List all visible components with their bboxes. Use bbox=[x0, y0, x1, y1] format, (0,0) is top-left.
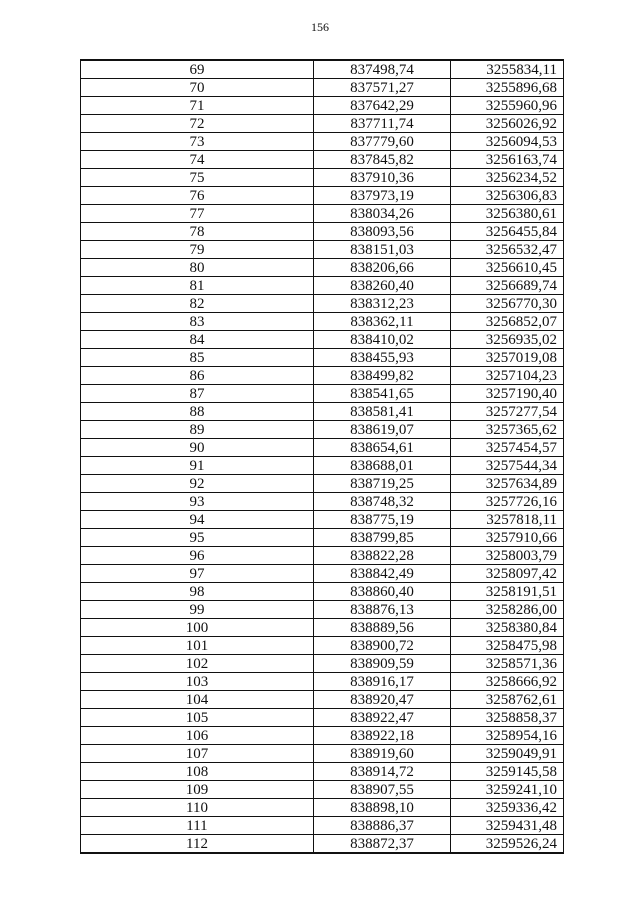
point-number-cell: 108 bbox=[81, 763, 314, 781]
y-coordinate-cell: 3257365,62 bbox=[451, 421, 564, 439]
table-row bbox=[81, 655, 564, 673]
x-coordinate-cell: 838260,40 bbox=[314, 277, 451, 295]
table-row bbox=[81, 691, 564, 709]
y-coordinate-cell: 3258858,37 bbox=[451, 709, 564, 727]
y-coordinate-cell: 3256610,45 bbox=[451, 259, 564, 277]
y-coordinate-cell: 3256689,74 bbox=[451, 277, 564, 295]
point-number-cell: 111 bbox=[81, 817, 314, 835]
y-coordinate-cell: 3256306,83 bbox=[451, 187, 564, 205]
table-row bbox=[81, 259, 564, 277]
point-number-cell: 77 bbox=[81, 205, 314, 223]
x-coordinate-cell: 838889,56 bbox=[314, 619, 451, 637]
table-row bbox=[81, 205, 564, 223]
table-row bbox=[81, 349, 564, 367]
x-coordinate-cell: 838455,93 bbox=[314, 349, 451, 367]
coordinates-table bbox=[80, 59, 564, 854]
x-coordinate-cell: 838541,65 bbox=[314, 385, 451, 403]
point-number-cell: 97 bbox=[81, 565, 314, 583]
table-row bbox=[81, 385, 564, 403]
table-row bbox=[81, 565, 564, 583]
table-row bbox=[81, 781, 564, 799]
point-number-cell: 103 bbox=[81, 673, 314, 691]
y-coordinate-cell: 3256935,02 bbox=[451, 331, 564, 349]
x-coordinate-cell: 838799,85 bbox=[314, 529, 451, 547]
y-coordinate-cell: 3255834,11 bbox=[451, 60, 564, 79]
x-coordinate-cell: 838898,10 bbox=[314, 799, 451, 817]
table-row bbox=[81, 457, 564, 475]
x-coordinate-cell: 838922,47 bbox=[314, 709, 451, 727]
x-coordinate-cell: 838860,40 bbox=[314, 583, 451, 601]
table-row bbox=[81, 169, 564, 187]
x-coordinate-cell: 838907,55 bbox=[314, 781, 451, 799]
point-number-cell: 79 bbox=[81, 241, 314, 259]
point-number-cell: 95 bbox=[81, 529, 314, 547]
x-coordinate-cell: 837711,74 bbox=[314, 115, 451, 133]
table-row bbox=[81, 151, 564, 169]
y-coordinate-cell: 3259145,58 bbox=[451, 763, 564, 781]
x-coordinate-cell: 838362,11 bbox=[314, 313, 451, 331]
table-row bbox=[81, 313, 564, 331]
x-coordinate-cell: 837642,29 bbox=[314, 97, 451, 115]
point-number-cell: 82 bbox=[81, 295, 314, 313]
x-coordinate-cell: 838151,03 bbox=[314, 241, 451, 259]
x-coordinate-cell: 838919,60 bbox=[314, 745, 451, 763]
point-number-cell: 84 bbox=[81, 331, 314, 349]
table-row bbox=[81, 60, 564, 79]
y-coordinate-cell: 3257726,16 bbox=[451, 493, 564, 511]
point-number-cell: 85 bbox=[81, 349, 314, 367]
x-coordinate-cell: 838499,82 bbox=[314, 367, 451, 385]
table-row bbox=[81, 511, 564, 529]
y-coordinate-cell: 3256026,92 bbox=[451, 115, 564, 133]
y-coordinate-cell: 3258380,84 bbox=[451, 619, 564, 637]
point-number-cell: 69 bbox=[81, 60, 314, 79]
x-coordinate-cell: 838206,66 bbox=[314, 259, 451, 277]
y-coordinate-cell: 3259336,42 bbox=[451, 799, 564, 817]
table-row bbox=[81, 277, 564, 295]
point-number-cell: 109 bbox=[81, 781, 314, 799]
table-row bbox=[81, 583, 564, 601]
x-coordinate-cell: 838886,37 bbox=[314, 817, 451, 835]
table-row bbox=[81, 601, 564, 619]
point-number-cell: 99 bbox=[81, 601, 314, 619]
x-coordinate-cell: 838619,07 bbox=[314, 421, 451, 439]
x-coordinate-cell: 838922,18 bbox=[314, 727, 451, 745]
y-coordinate-cell: 3257910,66 bbox=[451, 529, 564, 547]
y-coordinate-cell: 3257818,11 bbox=[451, 511, 564, 529]
point-number-cell: 81 bbox=[81, 277, 314, 295]
x-coordinate-cell: 838410,02 bbox=[314, 331, 451, 349]
point-number-cell: 110 bbox=[81, 799, 314, 817]
x-coordinate-cell: 837498,74 bbox=[314, 60, 451, 79]
table-row bbox=[81, 367, 564, 385]
y-coordinate-cell: 3256163,74 bbox=[451, 151, 564, 169]
table-row bbox=[81, 115, 564, 133]
point-number-cell: 72 bbox=[81, 115, 314, 133]
table-row bbox=[81, 493, 564, 511]
point-number-cell: 93 bbox=[81, 493, 314, 511]
y-coordinate-cell: 3256094,53 bbox=[451, 133, 564, 151]
y-coordinate-cell: 3256380,61 bbox=[451, 205, 564, 223]
table-row bbox=[81, 133, 564, 151]
table-row bbox=[81, 709, 564, 727]
x-coordinate-cell: 838914,72 bbox=[314, 763, 451, 781]
point-number-cell: 75 bbox=[81, 169, 314, 187]
point-number-cell: 94 bbox=[81, 511, 314, 529]
point-number-cell: 70 bbox=[81, 79, 314, 97]
x-coordinate-cell: 838748,32 bbox=[314, 493, 451, 511]
table-row bbox=[81, 223, 564, 241]
table-row bbox=[81, 835, 564, 854]
point-number-cell: 106 bbox=[81, 727, 314, 745]
x-coordinate-cell: 837845,82 bbox=[314, 151, 451, 169]
table-row bbox=[81, 403, 564, 421]
x-coordinate-cell: 838719,25 bbox=[314, 475, 451, 493]
y-coordinate-cell: 3257454,57 bbox=[451, 439, 564, 457]
table-row bbox=[81, 529, 564, 547]
point-number-cell: 107 bbox=[81, 745, 314, 763]
y-coordinate-cell: 3256234,52 bbox=[451, 169, 564, 187]
x-coordinate-cell: 838872,37 bbox=[314, 835, 451, 854]
table-row bbox=[81, 673, 564, 691]
x-coordinate-cell: 838775,19 bbox=[314, 511, 451, 529]
y-coordinate-cell: 3258475,98 bbox=[451, 637, 564, 655]
y-coordinate-cell: 3256532,47 bbox=[451, 241, 564, 259]
x-coordinate-cell: 838034,26 bbox=[314, 205, 451, 223]
y-coordinate-cell: 3257019,08 bbox=[451, 349, 564, 367]
coordinates-table-body bbox=[81, 60, 564, 853]
y-coordinate-cell: 3257277,54 bbox=[451, 403, 564, 421]
table-row bbox=[81, 547, 564, 565]
point-number-cell: 86 bbox=[81, 367, 314, 385]
y-coordinate-cell: 3259049,91 bbox=[451, 745, 564, 763]
x-coordinate-cell: 837571,27 bbox=[314, 79, 451, 97]
point-number-cell: 71 bbox=[81, 97, 314, 115]
point-number-cell: 87 bbox=[81, 385, 314, 403]
x-coordinate-cell: 838093,56 bbox=[314, 223, 451, 241]
point-number-cell: 91 bbox=[81, 457, 314, 475]
y-coordinate-cell: 3258191,51 bbox=[451, 583, 564, 601]
table-row bbox=[81, 187, 564, 205]
point-number-cell: 105 bbox=[81, 709, 314, 727]
point-number-cell: 89 bbox=[81, 421, 314, 439]
table-row bbox=[81, 475, 564, 493]
y-coordinate-cell: 3259241,10 bbox=[451, 781, 564, 799]
table-row bbox=[81, 421, 564, 439]
y-coordinate-cell: 3259526,24 bbox=[451, 835, 564, 854]
point-number-cell: 78 bbox=[81, 223, 314, 241]
point-number-cell: 101 bbox=[81, 637, 314, 655]
point-number-cell: 76 bbox=[81, 187, 314, 205]
table-row bbox=[81, 817, 564, 835]
table-row bbox=[81, 439, 564, 457]
point-number-cell: 90 bbox=[81, 439, 314, 457]
y-coordinate-cell: 3255896,68 bbox=[451, 79, 564, 97]
x-coordinate-cell: 838920,47 bbox=[314, 691, 451, 709]
point-number-cell: 74 bbox=[81, 151, 314, 169]
point-number-cell: 88 bbox=[81, 403, 314, 421]
point-number-cell: 98 bbox=[81, 583, 314, 601]
y-coordinate-cell: 3256770,30 bbox=[451, 295, 564, 313]
point-number-cell: 73 bbox=[81, 133, 314, 151]
table-row bbox=[81, 331, 564, 349]
y-coordinate-cell: 3258571,36 bbox=[451, 655, 564, 673]
y-coordinate-cell: 3258097,42 bbox=[451, 565, 564, 583]
y-coordinate-cell: 3257104,23 bbox=[451, 367, 564, 385]
y-coordinate-cell: 3258762,61 bbox=[451, 691, 564, 709]
x-coordinate-cell: 837973,19 bbox=[314, 187, 451, 205]
y-coordinate-cell: 3256852,07 bbox=[451, 313, 564, 331]
x-coordinate-cell: 838916,17 bbox=[314, 673, 451, 691]
y-coordinate-cell: 3257634,89 bbox=[451, 475, 564, 493]
point-number-cell: 104 bbox=[81, 691, 314, 709]
x-coordinate-cell: 838822,28 bbox=[314, 547, 451, 565]
y-coordinate-cell: 3257544,34 bbox=[451, 457, 564, 475]
y-coordinate-cell: 3256455,84 bbox=[451, 223, 564, 241]
y-coordinate-cell: 3255960,96 bbox=[451, 97, 564, 115]
y-coordinate-cell: 3257190,40 bbox=[451, 385, 564, 403]
table-row bbox=[81, 97, 564, 115]
point-number-cell: 100 bbox=[81, 619, 314, 637]
point-number-cell: 102 bbox=[81, 655, 314, 673]
x-coordinate-cell: 838688,01 bbox=[314, 457, 451, 475]
table-row bbox=[81, 763, 564, 781]
x-coordinate-cell: 838909,59 bbox=[314, 655, 451, 673]
x-coordinate-cell: 838581,41 bbox=[314, 403, 451, 421]
point-number-cell: 92 bbox=[81, 475, 314, 493]
table-row bbox=[81, 745, 564, 763]
point-number-cell: 112 bbox=[81, 835, 314, 854]
y-coordinate-cell: 3258666,92 bbox=[451, 673, 564, 691]
table-row bbox=[81, 241, 564, 259]
table-row bbox=[81, 799, 564, 817]
x-coordinate-cell: 838876,13 bbox=[314, 601, 451, 619]
y-coordinate-cell: 3258003,79 bbox=[451, 547, 564, 565]
y-coordinate-cell: 3258954,16 bbox=[451, 727, 564, 745]
page-number: 156 bbox=[311, 20, 329, 34]
table-row bbox=[81, 295, 564, 313]
point-number-cell: 96 bbox=[81, 547, 314, 565]
x-coordinate-cell: 838654,61 bbox=[314, 439, 451, 457]
table-row bbox=[81, 79, 564, 97]
x-coordinate-cell: 838842,49 bbox=[314, 565, 451, 583]
y-coordinate-cell: 3258286,00 bbox=[451, 601, 564, 619]
point-number-cell: 83 bbox=[81, 313, 314, 331]
point-number-cell: 80 bbox=[81, 259, 314, 277]
table-row bbox=[81, 727, 564, 745]
x-coordinate-cell: 838900,72 bbox=[314, 637, 451, 655]
table-row bbox=[81, 619, 564, 637]
x-coordinate-cell: 838312,23 bbox=[314, 295, 451, 313]
table-row bbox=[81, 637, 564, 655]
x-coordinate-cell: 837779,60 bbox=[314, 133, 451, 151]
x-coordinate-cell: 837910,36 bbox=[314, 169, 451, 187]
y-coordinate-cell: 3259431,48 bbox=[451, 817, 564, 835]
